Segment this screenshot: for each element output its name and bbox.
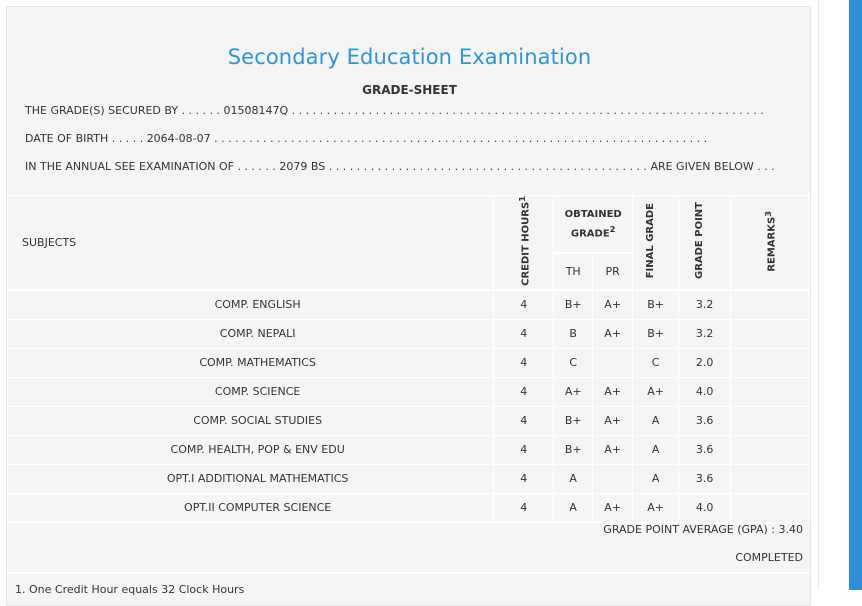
scrollbar-stripe xyxy=(849,0,862,590)
info-secured-by xyxy=(25,104,764,117)
th-cell: B xyxy=(554,319,593,348)
pr-cell: A+ xyxy=(593,493,633,522)
th-cell: B+ xyxy=(554,435,593,464)
info-exam xyxy=(25,160,775,173)
footnote: 1. One Credit Hour equals 32 Clock Hours xyxy=(15,583,245,596)
table-row xyxy=(8,319,810,348)
secured-by-label: THE GRADE(S) SECURED BY . . . . . . xyxy=(25,104,221,117)
table-row xyxy=(8,406,810,435)
header-obtained-grade: OBTAINED GRADE$^2$ xyxy=(554,196,633,253)
remarks-cell xyxy=(731,406,810,435)
table-row xyxy=(8,290,810,320)
secured-by-dots: . . . . . . . . . . . . . . . . . . . . . . . . . . . . . . . . . . . . . . . . . . . . . . . . . . . . . . . . . . . . . . . . . . . . xyxy=(291,104,764,117)
remarks-cell xyxy=(731,435,810,464)
exam-dots: . . . . . . . . . . . . . . . . . . . . . . . . . . . . . . . . . . . . . . . . . . . . . . xyxy=(328,160,647,173)
page-title: Secondary Education Examination xyxy=(227,45,592,69)
final-grade-cell: B+ xyxy=(633,319,679,348)
remarks-cell xyxy=(731,290,810,320)
info-dob xyxy=(25,132,745,145)
remarks-cell xyxy=(731,377,810,406)
credit-cell: 4 xyxy=(494,377,554,406)
th-cell: B+ xyxy=(554,406,593,435)
credit-cell: 4 xyxy=(494,406,554,435)
credit-cell: 4 xyxy=(494,493,554,522)
symbol-number: 01508147Q xyxy=(223,104,289,117)
th-cell: A xyxy=(554,464,593,493)
grade-point-cell: 3.6 xyxy=(679,464,731,493)
pr-cell xyxy=(593,464,633,493)
final-grade-cell: B+ xyxy=(633,290,679,320)
pr-cell: A+ xyxy=(593,377,633,406)
table-row xyxy=(8,377,810,406)
subject-cell: OPT.II COMPUTER SCIENCE xyxy=(8,493,494,522)
grade-sheet xyxy=(6,6,811,606)
grade-point-cell: 3.2 xyxy=(679,290,731,320)
th-cell: A+ xyxy=(554,377,593,406)
dob-dots: . . . . . . . . . . . . . . . . . . . . . . . . . . . . . . . . . . . . . . . . . . . . . . . . . . . . . . . . . . . . . . . . . . . . . . . xyxy=(214,132,708,145)
footer-divider xyxy=(7,572,810,574)
header-final-grade: FINAL GRADE xyxy=(633,196,679,290)
final-grade-cell: A+ xyxy=(633,377,679,406)
header-pr: PR xyxy=(593,253,633,290)
pr-cell: A+ xyxy=(593,435,633,464)
credit-cell: 4 xyxy=(494,290,554,320)
remarks-cell xyxy=(731,319,810,348)
subject-cell: COMP. MATHEMATICS xyxy=(8,348,494,377)
pr-cell: A+ xyxy=(593,406,633,435)
page-subtitle: GRADE-SHEET xyxy=(362,83,457,97)
subject-cell: COMP. ENGLISH xyxy=(8,290,494,320)
grades-table xyxy=(7,195,810,523)
header-th: TH xyxy=(554,253,593,290)
grade-point-cell: 2.0 xyxy=(679,348,731,377)
final-grade-cell: A xyxy=(633,435,679,464)
final-grade-cell: C xyxy=(633,348,679,377)
credit-cell: 4 xyxy=(494,435,554,464)
credit-cell: 4 xyxy=(494,348,554,377)
table-row xyxy=(8,435,810,464)
remarks-cell xyxy=(731,464,810,493)
grade-point-cell: 3.6 xyxy=(679,435,731,464)
dob-label: DATE OF BIRTH . . . . . xyxy=(25,132,144,145)
header-subjects: SUBJECTS xyxy=(8,196,494,290)
credit-cell: 4 xyxy=(494,464,554,493)
dob-value: 2064-08-07 xyxy=(146,132,211,145)
remarks-cell xyxy=(731,348,810,377)
exam-label: IN THE ANNUAL SEE EXAMINATION OF . . . . . . xyxy=(25,160,276,173)
grade-point-cell: 4.0 xyxy=(679,377,731,406)
final-grade-cell: A xyxy=(633,406,679,435)
grade-point-cell: 4.0 xyxy=(679,493,731,522)
final-grade-cell: A xyxy=(633,464,679,493)
header-credit-hours: CREDIT HOURS$^1$ xyxy=(494,196,554,290)
pr-cell xyxy=(593,348,633,377)
subject-cell: COMP. SOCIAL STUDIES xyxy=(8,406,494,435)
subject-cell: OPT.I ADDITIONAL MATHEMATICS xyxy=(8,464,494,493)
header-remarks: REMARKS$^3$ xyxy=(731,196,810,290)
remarks-cell xyxy=(731,493,810,522)
pr-cell: A+ xyxy=(593,319,633,348)
subject-cell: COMP. HEALTH, POP & ENV EDU xyxy=(8,435,494,464)
table-row xyxy=(8,464,810,493)
exam-year: 2079 BS xyxy=(279,160,326,173)
final-grade-cell: A+ xyxy=(633,493,679,522)
table-row xyxy=(8,493,810,522)
subject-cell: COMP. NEPALI xyxy=(8,319,494,348)
credit-cell: 4 xyxy=(494,319,554,348)
header-grade-point: GRADE POINT xyxy=(679,196,731,290)
table-row xyxy=(8,348,810,377)
page-divider-line xyxy=(818,0,819,590)
th-cell: B+ xyxy=(554,290,593,320)
grade-point-cell: 3.2 xyxy=(679,319,731,348)
exam-suffix: ARE GIVEN BELOW . . . xyxy=(650,160,775,173)
gpa-summary: GRADE POINT AVERAGE (GPA) : 3.40 xyxy=(603,523,803,536)
grade-point-cell: 3.6 xyxy=(679,406,731,435)
result-status: COMPLETED xyxy=(735,551,803,564)
pr-cell: A+ xyxy=(593,290,633,320)
subject-cell: COMP. SCIENCE xyxy=(8,377,494,406)
th-cell: A xyxy=(554,493,593,522)
th-cell: C xyxy=(554,348,593,377)
